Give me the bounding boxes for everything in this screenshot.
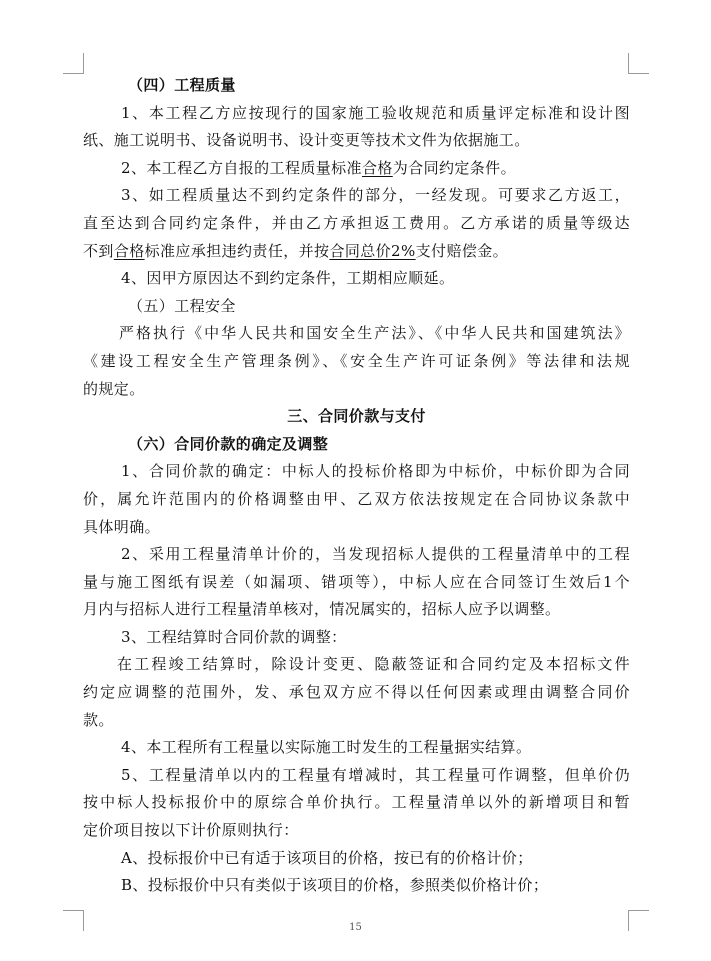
paragraph-line: 量与施工图纸有误差（如漏项、错项等），中标人应在合同签订生效后1个 (83, 572, 630, 591)
chapter-title: 三、合同价款与支付 (287, 407, 426, 426)
underlined-text: 合格 (361, 158, 393, 177)
paragraph-line: 严格执行《中华人民共和国安全生产法》、《中华人民共和国建筑法》 (119, 324, 630, 343)
paragraph-line: 1、合同价款的确定：中标人的投标价格即为中标价，中标价即为合同 (121, 462, 630, 481)
section-heading-price: （六）合同价款的确定及调整 (128, 434, 329, 453)
page-body (83, 72, 630, 900)
paragraph-line: 按中标人投标报价中的原综合单价执行。工程量清单以外的新增项目和暂 (83, 793, 630, 812)
page-number: 15 (349, 922, 362, 933)
text-span: 标准应承担违约责任，并按 (144, 241, 330, 260)
paragraph-line: 3、如工程质量达不到约定条件的部分，一经发现。可要求乙方返工， (121, 186, 630, 205)
paragraph-line: 纸、施工说明书、设备说明书、设计变更等技术文件为依据施工。 (83, 131, 530, 150)
underlined-text: 合格 (113, 241, 145, 260)
text-span: 2、本工程乙方自报的工程质量标准 (121, 158, 362, 177)
crop-mark-top-right (628, 53, 649, 74)
crop-mark-top-left (63, 53, 84, 74)
paragraph-line: 月内与招标人进行工程量清单核对，情况属实的，招标人应予以调整。 (83, 600, 561, 619)
paragraph-line: 约定应调整的范围外，发、承包双方应不得以任何因素或理由调整合同价 (83, 683, 630, 702)
paragraph-line: 在工程竣工结算时，除设计变更、隐蔽签证和合同约定及本招标文件 (117, 655, 630, 674)
paragraph-line: 1、本工程乙方应按现行的国家施工验收规范和质量评定标准和设计图 (121, 103, 630, 122)
paragraph-line: 定价项目按以下计价原则执行： (83, 821, 299, 840)
text-span: 不到 (83, 241, 114, 260)
list-item-a: A、投标报价中已有适于该项目的价格，按已有的价格计价； (121, 848, 533, 867)
underlined-text: 合同总价2% (329, 241, 416, 260)
paragraph-line: 4、因甲方原因达不到约定条件，工期相应顺延。 (121, 269, 455, 288)
paragraph-line: 直至达到合同约定条件，并由乙方承担返工费用。乙方承诺的质量等级达 (83, 213, 630, 232)
paragraph-line: 价，属允许范围内的价格调整由甲、乙双方依法按规定在合同协议条款中 (83, 489, 630, 508)
paragraph-line: 2、采用工程量清单计价的，当发现招标人提供的工程量清单中的工程 (121, 545, 630, 564)
list-item-b: B、投标报价中只有类似于该项目的价格，参照类似价格计价； (121, 876, 549, 895)
text-span: 为合同约定条件。 (392, 158, 516, 177)
paragraph-line: 5、工程量清单以内的工程量有增减时，其工程量可作调整，但单价仍 (121, 765, 630, 784)
paragraph-line: 4、本工程所有工程量以实际施工时发生的工程量据实结算。 (121, 738, 532, 757)
paragraph-line (83, 238, 630, 266)
paragraph-line (83, 155, 630, 183)
text-span: 支付赔偿金。 (415, 241, 509, 260)
section-heading-safety: （五）工程安全 (128, 296, 236, 315)
paragraph-line: 3、工程结算时合同价款的调整： (121, 627, 347, 646)
paragraph-line: 的规定。 (83, 379, 145, 398)
paragraph-line: 款。 (83, 710, 114, 729)
section-heading-quality: （四）工程质量 (128, 76, 236, 94)
paragraph-line: 具体明确。 (83, 517, 161, 536)
paragraph-line: 《建设工程安全生产管理条例》、《安全生产许可证条例》等法律和法规 (83, 351, 630, 370)
